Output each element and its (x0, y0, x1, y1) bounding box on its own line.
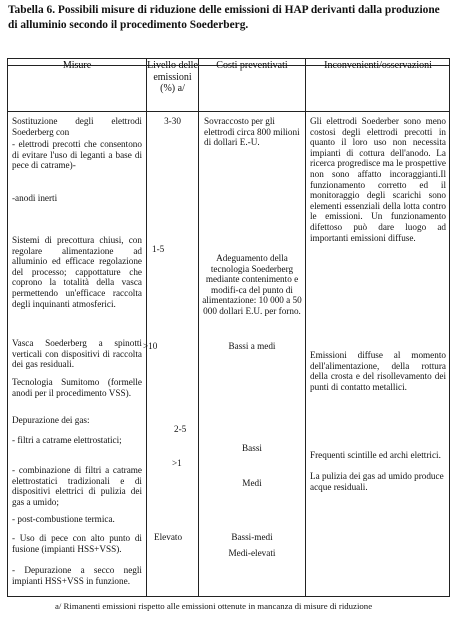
measure-sumitomo: Tecnologia Sumitomo (formelle anodi per il procedimento VSS). (12, 377, 142, 398)
measures-table (7, 58, 450, 597)
column-divider (305, 59, 306, 596)
measure-combined-filters: - combinazione di filtri a catrame elettrostatici tradizionali e di dispositivi elettrici di pulizia dei gas a umido; (12, 465, 142, 507)
level-value: 2-5 (174, 424, 187, 434)
level-value: >10 (143, 341, 158, 351)
header-rule-bottom (8, 111, 449, 112)
measure-inert-anodes: -anodi inerti (12, 193, 58, 203)
note-diffuse-emissions: Emissioni diffuse al momento dell'alimentazione, della rottura della crosta e del risollevamento dei punti di contatto metallici. (310, 350, 446, 392)
header-livello: Livello delle emissioni (%) a/ (147, 60, 198, 94)
note-sparks: Frequenti scintille ed archi elettrici. (310, 450, 441, 460)
measure-post-combustion: - post-combustione termica. (12, 514, 115, 524)
header-costi: Costi preventivati (216, 60, 288, 71)
level-value: 1-5 (152, 244, 165, 254)
cost-value: Bassi (242, 443, 262, 453)
measure-substitution: Sostituzione degli elettrodi Soederberg con (12, 116, 142, 137)
measure-prebaked-electrodes: - elettrodi precotti che consentono di evitare l'uso di leganti a base di pece di catrame)- (12, 139, 142, 171)
level-value: Elevato (154, 532, 183, 542)
header-inconvenienti: Inconvenienti/osservazioni (324, 60, 432, 71)
measure-tar-filters: - filtri a catrame elettrostatici; (12, 435, 122, 445)
cost-electrodes: Sovraccosto per gli elettrodi circa 800 milioni di dollari E.-U. (204, 116, 300, 148)
table-title: Tabella 6. Possibili misure di riduzione delle emissioni di HAP derivanti dalla produzione di alluminio secondo il procedimento Soederberg. (8, 4, 440, 31)
cost-value: Bassi-medi (231, 532, 273, 542)
note-wastewater: La pulizia dei gas ad umido produce acque residuali. (310, 471, 444, 492)
measure-dry-cleaning: - Depurazione a secco negli impianti HSS+VSS in funzione. (12, 565, 142, 586)
note-soederberg: Gli elettrodi Soederber sono meno costosi degli elettrodi precotti in quanto il loro uso non necessita impianti di cottura dell'anodo. La ricerca progredisce ma le prospettive non sono affatto incoraggianti.Il funzionamento corretto ed il monitoraggio degli scarichi sono elementi essenziali della lotta contro le emissioni. Un funzionamento difettoso può dare luogo ad importanti emissioni diffuse. (310, 116, 446, 243)
column-divider (198, 59, 199, 596)
column-divider (146, 59, 147, 596)
level-value: 3-30 (164, 116, 181, 126)
measure-closed-prebake: Sistemi di precottura chiusi, con regolare alimentazione ad alluminio ed efficace regolazione del processo; cappottature che coprono la totalità della vasca permettendo un'efficace raccolta degli inquinanti atmosferici. (12, 235, 142, 309)
cost-value: Medi-elevati (228, 548, 276, 558)
cost-soederberg-adaptation: Adeguamento della tecnologia Soederberg mediante contenimento e modifi-ca del punto di alimentazione: 10 000 a 50 000 dollari E.U. per forno. (202, 253, 302, 316)
header-misure: Misure (62, 60, 92, 71)
measure-gas-cleaning: Depurazione dei gas: (12, 415, 90, 425)
measure-high-melting-pitch: - Uso di pece con alto punto di fusione (impianti HSS+VSS). (12, 533, 142, 554)
measure-soederberg-pins: Vasca Soederberg a spinotti verticali con dispositivi di raccolta dei gas residuali. (12, 338, 142, 370)
cost-value: Bassi a medi (228, 341, 276, 351)
table-footnote: a/ Rimanenti emissioni rispetto alle emissioni ottenute in mancanza di misure di riduzione (55, 601, 373, 611)
cost-value: Medi (242, 478, 262, 488)
level-value: >1 (172, 458, 182, 468)
